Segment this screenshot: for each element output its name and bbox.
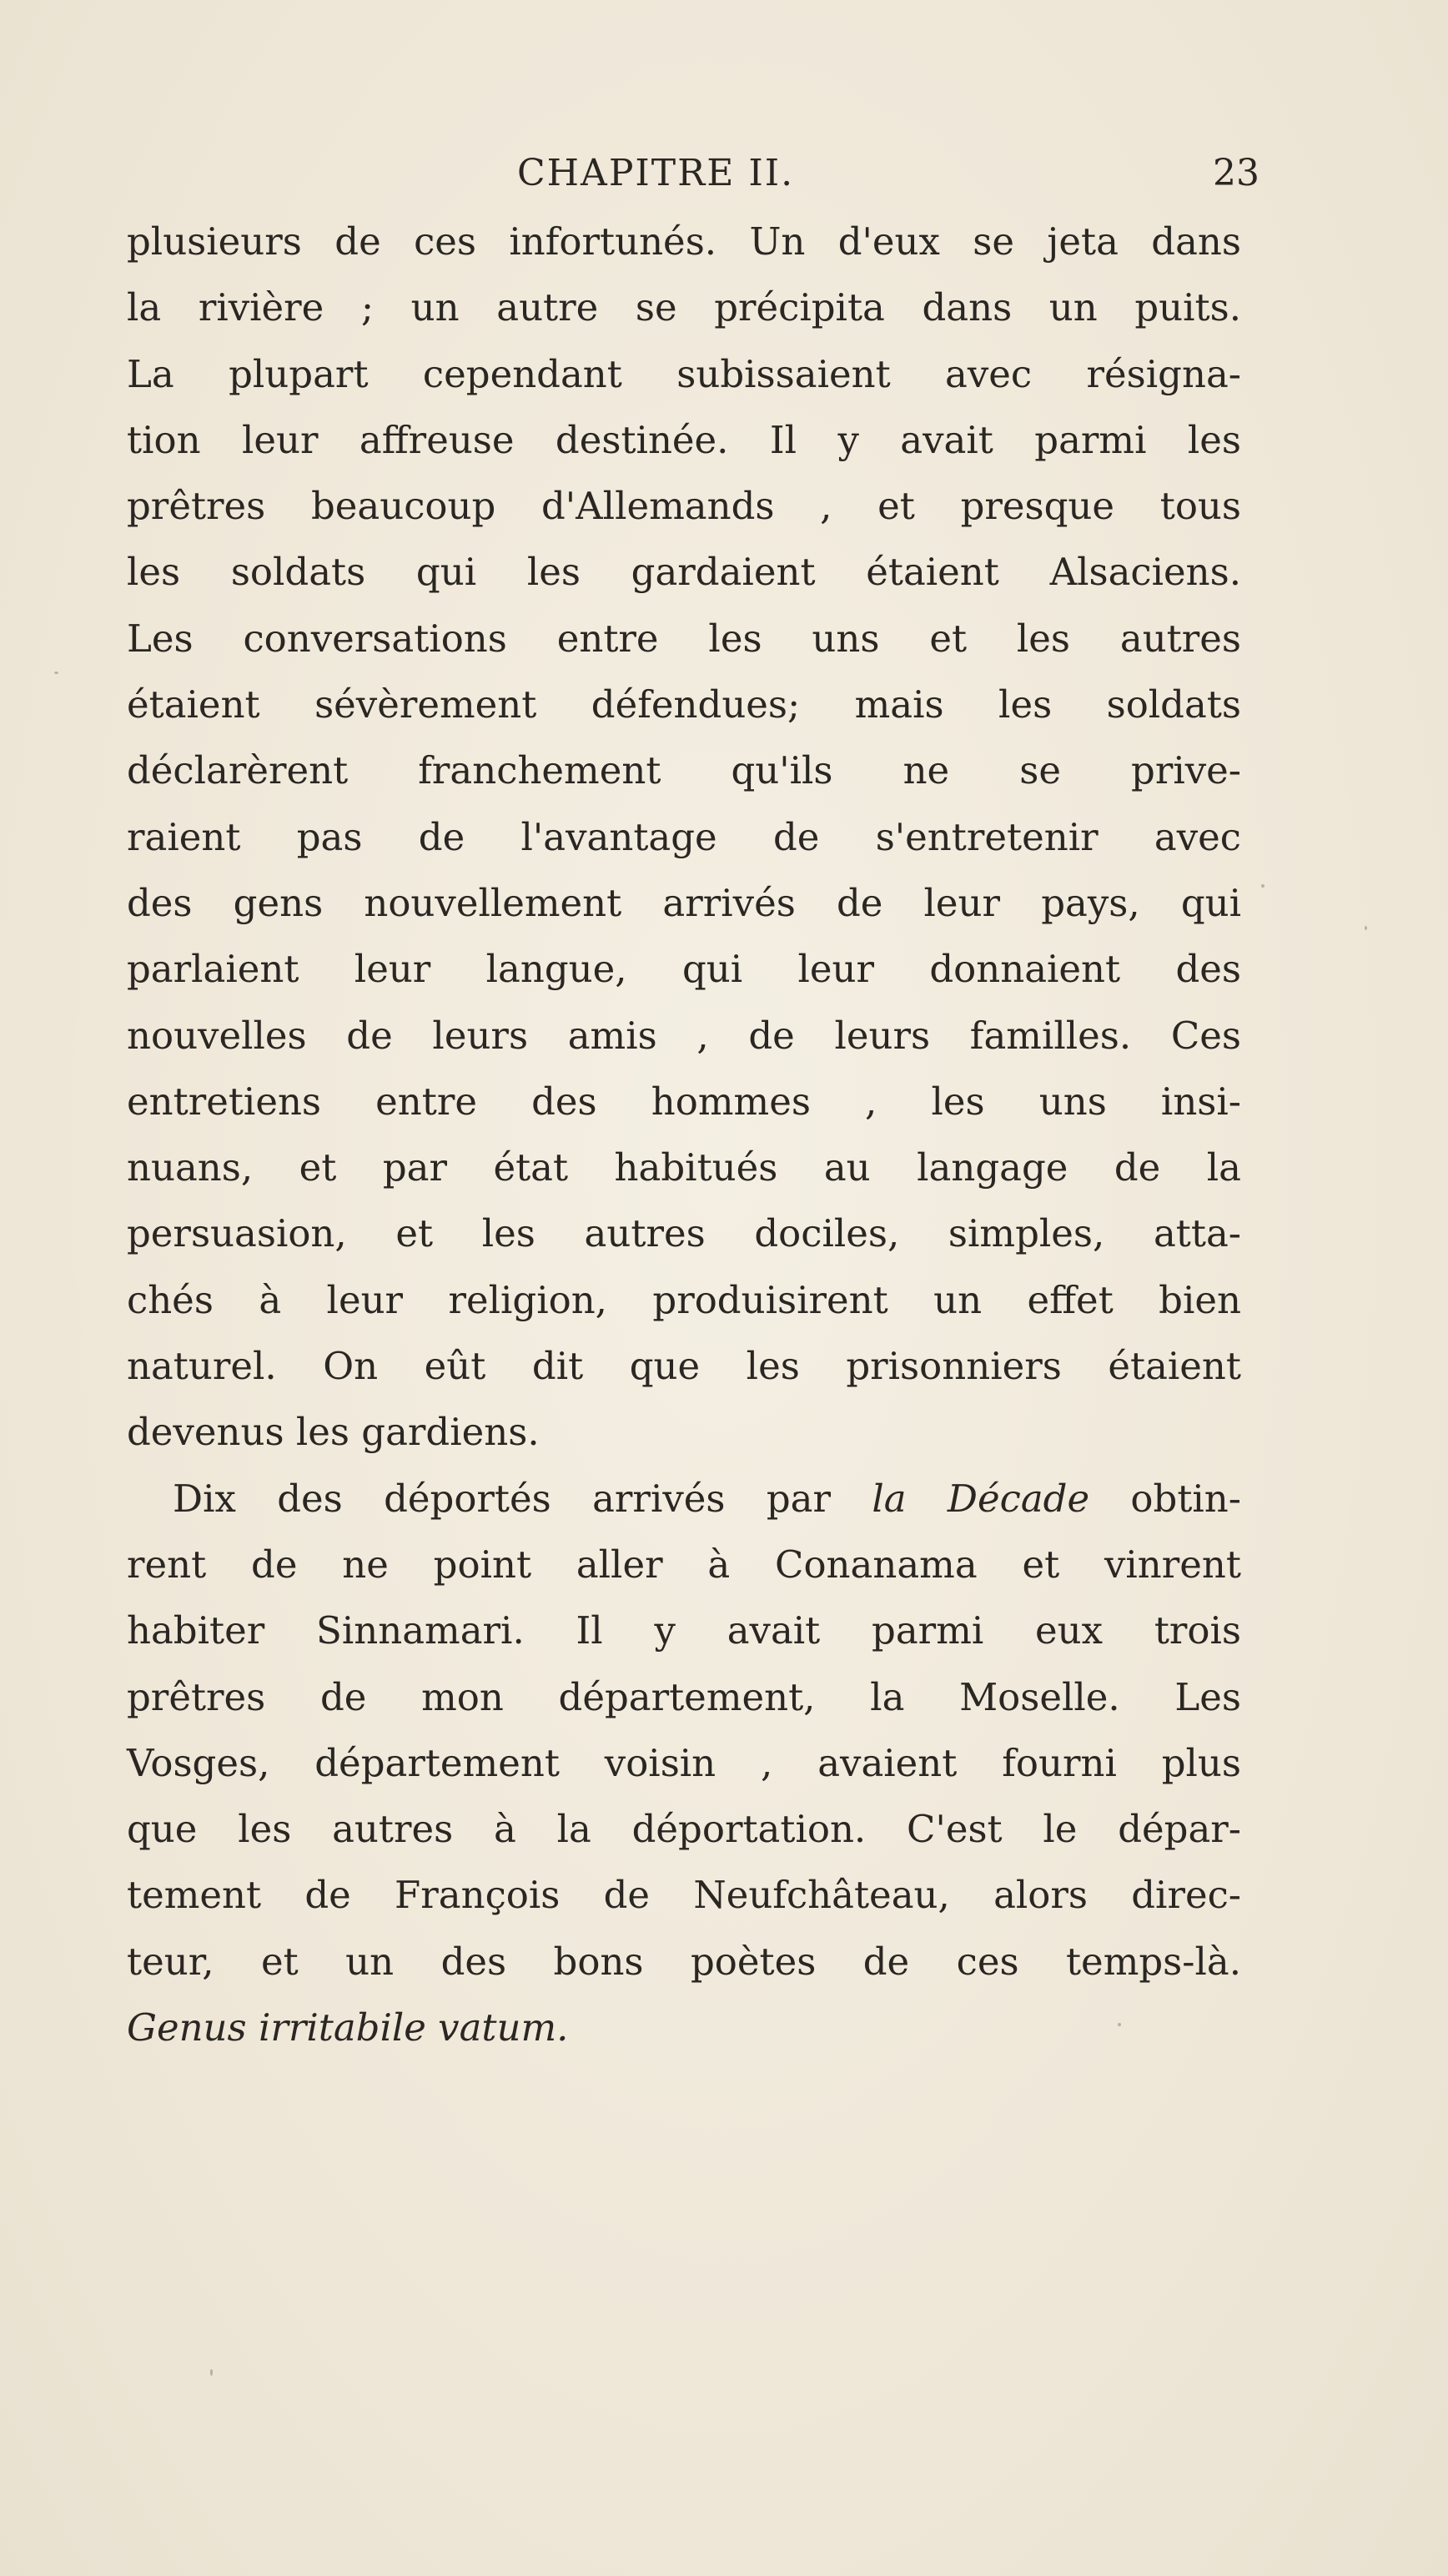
paper-speck [1118, 2023, 1121, 2026]
paragraph-first-line [127, 1466, 1241, 1532]
text-line: Les conversations entre les uns et les autres [127, 616, 1241, 661]
text-line: raient pas de l'avantage de s'entretenir avec [127, 814, 1241, 859]
text-line: nuans, et par état habitués au langage de la [127, 1145, 1241, 1190]
text-line: plusieurs de ces infortunés. Un d'eux se jeta dans [127, 219, 1241, 264]
text-line: tement de François de Neufchâteau, alors direc- [127, 1873, 1241, 1918]
text-line: prêtres beaucoup d'Allemands , et presque tous [127, 484, 1241, 529]
text-line: les soldats qui les gardaient étaient Alsaciens. [127, 550, 1241, 595]
text-line: rent de ne point aller à Conanama et vinrent [127, 1542, 1241, 1587]
text-line: teur, et un des bons poètes de ces temps-là. [127, 1939, 1241, 1984]
text-line: devenus les gardiens. [127, 1410, 540, 1455]
body-text [127, 209, 1241, 2060]
text-line: persuasion, et les autres dociles, simples, atta- [127, 1211, 1241, 1256]
text-line: nouvelles de leurs amis , de leurs familles. Ces [127, 1013, 1241, 1058]
paper-speck [210, 2369, 213, 2376]
page-number: 23 [1213, 152, 1259, 194]
text-line: tion leur affreuse destinée. Il y avait parmi les [127, 417, 1241, 462]
text-line: étaient sévèrement défendues; mais les soldats [127, 682, 1241, 727]
ship-name: la Décade [872, 1476, 1090, 1521]
text-line: naturel. On eût dit que les prisonniers étaient [127, 1344, 1241, 1389]
paper-speck [1365, 926, 1367, 930]
text-line: que les autres à la déportation. C'est le dépar- [127, 1807, 1241, 1852]
paper-speck [54, 672, 58, 674]
text-line: déclarèrent franchement qu'ils ne se prive- [127, 748, 1241, 793]
text-line: prêtres de mon département, la Moselle. Les [127, 1674, 1241, 1719]
page-header [125, 148, 1259, 199]
latin-quote: Genus irritabile vatum. [127, 2005, 569, 2050]
paper-speck [1261, 884, 1264, 888]
text-line: parlaient leur langue, qui leur donnaient des [127, 947, 1241, 992]
text-span: obtin- [1089, 1476, 1241, 1521]
text-line: des gens nouvellement arrivés de leur pays, qui [127, 880, 1241, 925]
text-line: habiter Sinnamari. Il y avait parmi eux trois [127, 1608, 1241, 1653]
text-line: La plupart cependant subissaient avec résigna- [127, 351, 1241, 396]
text-line: chés à leur religion, produisirent un effet bien [127, 1277, 1241, 1322]
text-line: la rivière ; un autre se précipita dans un puits. [127, 285, 1241, 330]
text-line: Vosges, département voisin , avaient fourni plus [127, 1740, 1241, 1785]
text-span: Dix des déportés arrivés par [173, 1476, 872, 1521]
text-line: entretiens entre des hommes , les uns insi- [127, 1079, 1241, 1124]
running-head: CHAPITRE II. [517, 152, 795, 194]
